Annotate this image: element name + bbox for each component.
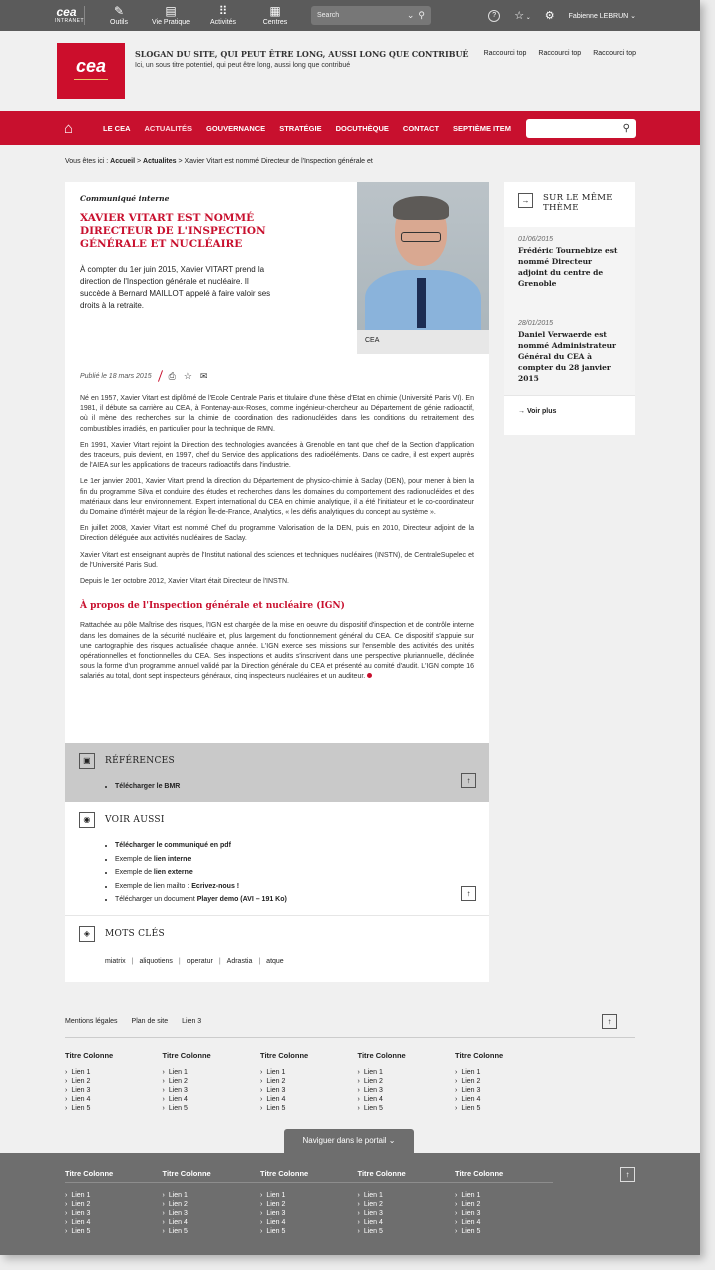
see-also-link[interactable]: lien externe [153, 869, 193, 877]
top-nav-vie-pratique[interactable] [145, 4, 197, 27]
book-icon: ▤ [165, 4, 177, 18]
top-right [488, 9, 636, 22]
mail-icon[interactable]: ✉ [199, 370, 208, 381]
footer-columns [65, 1051, 555, 1113]
footer-column [65, 1051, 163, 1113]
footer-column-title: Titre Colonne [260, 1051, 309, 1060]
footer-column-link[interactable]: › Lien 5 [358, 1227, 456, 1236]
nav-search-input[interactable] [526, 119, 636, 138]
nav-item[interactable]: CONTACT [402, 123, 440, 133]
article-chapo: À compter du 1er juin 2015, Xavier VITART prend la direction de l'Inspection générale et nucléaire. Il succède à Bernard MAILLOT appelé à faire valoir ses droits à la retraite. [80, 265, 271, 310]
news-title[interactable]: Frédéric Tournebize est nommé Directeur adjoint du centre de Grenoble [518, 246, 618, 288]
footer-link[interactable]: Lien 3 [182, 1018, 202, 1025]
footer-column-link[interactable]: › Lien 1 [260, 1191, 358, 1200]
footer-column-link[interactable]: › Lien 1 [260, 1068, 358, 1077]
footer-column-title: Titre Colonne [65, 1051, 114, 1060]
footer-column-link[interactable]: › Lien 3 [358, 1209, 456, 1218]
footer-column-link[interactable]: › Lien 5 [455, 1104, 553, 1113]
footer-column-link[interactable]: › Lien 1 [163, 1068, 261, 1077]
reference-link[interactable]: Télécharger le BMR [115, 783, 181, 790]
ign-paragraph: Rattachée au pôle Maîtrise des risques, l'IGN est chargée de la mise en oeuvre du dispositif d'inspection et de contrôle interne dans les domaines de la sécurité nucléaire et, plus largement du fonctionnement général du CEA. Ce dispositif s'appuie sur une cartographie des risques actualisée chaque année. L'IGN exerce ses missions sur l'ensemble des activités des unités opérationnelles et fonctionnelles du CEA. Ses inspections et audits s'inscrivent dans une perspective pluriannuelle, déclinée sous la forme d'un programme annuel validé par la Direction générale du CEA et présenté au comité d'audit. L'IGN compte 16 salariés au total, dont sept inspecteurs généraux, cinq inspecteurs nucléaires et un auditeur. [80, 622, 474, 681]
top-nav-centres[interactable] [249, 4, 301, 27]
footer-column-link[interactable]: › Lien 4 [65, 1095, 163, 1104]
see-also-link[interactable]: Player demo (AVI – 191 Ko) [196, 896, 287, 904]
nav-item[interactable]: GOUVERNANCE [206, 123, 266, 133]
see-also-list [115, 839, 287, 907]
footer-column-link[interactable]: › Lien 2 [65, 1200, 163, 1209]
footer-column-link[interactable]: › Lien 5 [163, 1227, 261, 1236]
see-also-item: • Exemple de lien mailto : Ecrivez-nous ! [115, 880, 287, 894]
footer-column-link[interactable]: › Lien 3 [65, 1209, 163, 1218]
see-also-link[interactable]: Ecrivez-nous ! [191, 882, 240, 890]
top-search-input[interactable]: Search [317, 12, 340, 19]
gear-icon[interactable]: ⚙ [544, 10, 555, 22]
eye-icon: ◉ [79, 812, 95, 828]
favorites-star-icon[interactable]: ☆ ⌄ [514, 10, 531, 22]
footer-column-link[interactable]: › Lien 3 [455, 1086, 553, 1095]
footer-column-link[interactable]: › Lien 2 [65, 1077, 163, 1086]
footer-column-link[interactable]: › Lien 5 [455, 1227, 553, 1236]
footer-column-link[interactable]: › Lien 2 [358, 1200, 456, 1209]
see-also-link[interactable]: Télécharger le communiqué en pdf [115, 842, 231, 849]
article-paragraph: Né en 1957, Xavier Vitart est diplômé de l'Ecole Centrale Paris et titulaire d'une thèse d'Etat en chimie (Université Paris VI). En 1981, il débute sa carrière au CEA, à Fontenay-aux-Roses, comme ingénieur-chercheur au Département de génie radioactif, où il mène des recherches sur la chimie de coordination des radionucléides dans les conditions du retraitement des combustibles irradiés, en particulier pour la technique de RMN. [80, 395, 474, 433]
shortcut-link[interactable]: Raccourci top [483, 50, 527, 57]
tools-icon: ✎ [113, 4, 125, 18]
chevron-down-icon[interactable]: ⌄ [406, 10, 415, 20]
footer-column-link[interactable]: › Lien 4 [163, 1095, 261, 1104]
footer-column [163, 1051, 261, 1113]
article-photo [357, 182, 489, 354]
nav-item[interactable]: DOCUTHÈQUE [335, 123, 389, 133]
article [65, 182, 489, 982]
footer-column-link[interactable]: › Lien 2 [260, 1077, 358, 1086]
footer-column-link[interactable]: › Lien 5 [260, 1104, 358, 1113]
footer-column-link[interactable]: › Lien 4 [358, 1218, 456, 1227]
references-list [115, 780, 180, 794]
nav-item[interactable]: LE CEA [103, 123, 131, 133]
footer-column-link[interactable]: › Lien 2 [163, 1077, 261, 1086]
footer-column [260, 1051, 358, 1113]
footer-column-link[interactable]: › Lien 4 [163, 1218, 261, 1227]
nav-item[interactable]: ACTUALITÉS [144, 123, 193, 133]
footer-column-link[interactable]: › Lien 5 [358, 1104, 456, 1113]
footer-column-link[interactable]: › Lien 1 [358, 1068, 456, 1077]
footer-column [455, 1051, 553, 1113]
breadcrumb-home[interactable]: Accueil [110, 158, 136, 165]
grid-icon: ⠿ [218, 4, 228, 18]
top-nav-outils[interactable] [93, 4, 145, 27]
footer-column [65, 1169, 163, 1236]
footer-column-link[interactable]: › Lien 1 [163, 1191, 261, 1200]
top-bar [0, 0, 700, 31]
see-also-item: • Exemple de lien externe [115, 866, 287, 880]
back-to-top-button[interactable]: ↑ [461, 886, 476, 901]
main-nav [0, 111, 700, 145]
article-paragraph: Xavier Vitart est enseignant auprès de l'Institut national des sciences et techniques nucléaires (INSTN), de CentraleSupelec et de l'Université Paris Sud. [80, 551, 474, 569]
footer-column-link[interactable]: › Lien 1 [65, 1068, 163, 1077]
article-title: XAVIER VITART EST NOMMÉ DIRECTEUR DE L'INSPECTION GÉNÉRALE ET NUCLÉAIRE [80, 212, 266, 250]
end-dot [367, 673, 372, 678]
news-date: 28/01/2015 [518, 320, 554, 327]
footer-column-title: Titre Colonne [455, 1051, 504, 1060]
intranet-logo[interactable]: cea INTRANET [55, 5, 84, 24]
footer-column-link[interactable]: › Lien 2 [163, 1200, 261, 1209]
arrow-right-box-icon: → [518, 193, 533, 208]
footer-column [358, 1169, 456, 1236]
keywords-block: ◈ MOTS CLÉS miatrix | aliquotiens | operatur | Adrastia | atque [65, 915, 489, 982]
footer-column [358, 1051, 456, 1113]
related-news-item[interactable] [504, 227, 635, 311]
article-body [80, 394, 474, 689]
footer-column-link[interactable]: › Lien 3 [260, 1209, 358, 1218]
footer-column-title: Titre Colonne [455, 1169, 553, 1183]
top-shortcuts [484, 50, 636, 57]
footer-column-link[interactable]: › Lien 3 [65, 1086, 163, 1095]
footer-column-title: Titre Colonne [162, 1051, 211, 1060]
related-sidebar [504, 182, 635, 435]
ign-subheading: À propos de l'Inspection générale et nucléaire (IGN) [80, 601, 345, 612]
search-icon[interactable]: ⚲ [622, 122, 630, 134]
footer-column-title: Titre Colonne [358, 1169, 456, 1183]
footer-column-link[interactable]: › Lien 5 [65, 1104, 163, 1113]
footer-column-link[interactable]: › Lien 5 [65, 1227, 163, 1236]
keyword-tag[interactable]: aliquotiens [139, 958, 173, 965]
footer-column-link[interactable]: › Lien 3 [163, 1209, 261, 1218]
keyword-tag[interactable]: Adrastia [226, 958, 253, 965]
footer-column-link[interactable]: › Lien 4 [65, 1218, 163, 1227]
footer-column-title: Titre Colonne [260, 1169, 358, 1183]
search-icon[interactable]: ⚲ [418, 10, 425, 20]
star-icon[interactable]: ☆ [183, 370, 192, 381]
footer-column-link[interactable]: › Lien 2 [455, 1077, 553, 1086]
article-meta [80, 370, 207, 382]
footer-column-link[interactable]: › Lien 3 [260, 1086, 358, 1095]
footer-column-link[interactable]: › Lien 2 [455, 1200, 553, 1209]
top-nav-label: Activités [209, 19, 237, 26]
article-type: Communiqué interne [80, 194, 170, 203]
footer-column-link[interactable]: › Lien 5 [163, 1104, 261, 1113]
reference-item [115, 780, 180, 794]
breadcrumb-section[interactable]: Actualites [143, 158, 177, 165]
footer-column-title: Titre Colonne [357, 1051, 406, 1060]
footer-column-link[interactable]: › Lien 1 [358, 1191, 456, 1200]
article-paragraph: Le 1er janvier 2001, Xavier Vitart prend la direction du Département de physico-chimie à Saclay (DEN), pour mener à bien la fin du programme Silva et conduire des études et recherches dans les domaines du comportement des radionucléides et des matériaux dans leur environnement. Expert international du CEA en chimie analytique, il a été l'initiateur et le co-coordinateur du Domaine d'intérêt majeur de la région Île-de-France, Analytics, « les défis analytiques du concept au système ». [80, 478, 474, 517]
references-block: ▣ RÉFÉRENCES • Télécharger le BMR ↑ [65, 743, 489, 802]
clipboard-icon: ▣ [79, 753, 95, 769]
footer-link[interactable]: Mentions légales [65, 1018, 118, 1025]
site-slogan: SLOGAN DU SITE, QUI PEUT ÊTRE LONG, AUSSI LONG QUE CONTRIBUÉ Ici, un sous titre potentiel, qui peut être long, aussi long que contribué [135, 49, 469, 69]
back-to-top-button[interactable]: ↑ [620, 1167, 635, 1182]
footer-link[interactable]: Plan de site [131, 1018, 169, 1025]
home-icon[interactable]: ⌂ [64, 119, 74, 137]
top-nav-label: Centres [262, 19, 288, 26]
see-also-link[interactable]: lien interne [153, 855, 192, 863]
portal-nav-button[interactable]: Naviguer dans le portail ⌄ [284, 1129, 414, 1153]
footer-column-link[interactable]: › Lien 4 [455, 1095, 553, 1104]
footer-column-link[interactable]: › Lien 2 [358, 1077, 456, 1086]
footer-column-title: Titre Colonne [163, 1169, 261, 1183]
footer-column-link[interactable]: › Lien 3 [358, 1086, 456, 1095]
sidebar-title: SUR LE MÊME THÈME [543, 193, 613, 213]
footer-column-link[interactable]: › Lien 4 [358, 1095, 456, 1104]
footer-column-link[interactable]: › Lien 5 [260, 1227, 358, 1236]
see-also-block: ◉ VOIR AUSSI • Télécharger le communiqué en pdf • Exemple de lien interne • Exemple de lien externe • Exemple de lien mailto : Ecrivez-nous ! • Télécharger un document Player demo (AVI – 191 Ko) ↑ [65, 802, 489, 915]
news-title[interactable]: Daniel Verwaerde est nommé Administrateur Général du CEA à compter du 28 janvier 2015 [518, 330, 616, 383]
article-paragraph: En juillet 2008, Xavier Vitart est nommé Chef du programme Valorisation de la DEN, puis en 2010, Directeur adjoint de la Direction déléguée aux activités nucléaires de Saclay. [80, 525, 474, 543]
keyword-tag[interactable]: miatrix [105, 958, 126, 965]
top-nav-label: Outils [110, 19, 128, 26]
back-to-top-button[interactable]: ↑ [602, 1014, 617, 1029]
photo-caption: CEA [357, 330, 489, 354]
shortcut-link[interactable]: Raccourci top [593, 50, 636, 57]
keyword-tags: miatrix | aliquotiens | operatur | Adrastia | atque [105, 958, 290, 965]
top-search[interactable] [311, 6, 431, 25]
top-nav-activités[interactable] [197, 4, 249, 27]
related-news-item[interactable] [504, 311, 635, 395]
back-to-top-button[interactable]: ↑ [461, 773, 476, 788]
help-icon[interactable]: ? [488, 10, 500, 22]
footer-column-link[interactable]: › Lien 1 [455, 1068, 553, 1077]
see-also-item [115, 839, 287, 853]
footer-column-link[interactable]: › Lien 4 [260, 1218, 358, 1227]
article-intro [65, 182, 489, 354]
footer-column-link[interactable]: › Lien 3 [455, 1209, 553, 1218]
portal-columns [65, 1169, 555, 1236]
publish-date: Publié le 18 mars 2015 [80, 372, 152, 380]
top-nav-label: Vie Pratique [151, 19, 190, 26]
footer-column-link[interactable]: › Lien 4 [260, 1095, 358, 1104]
footer-column-link[interactable]: › Lien 4 [455, 1218, 553, 1227]
footer-column-link[interactable]: › Lien 1 [455, 1191, 553, 1200]
print-icon[interactable]: ⎙ [168, 370, 176, 381]
news-date: 01/06/2015 [518, 236, 554, 243]
footer-column [455, 1169, 553, 1236]
nav-item[interactable]: STRATÉGIE [279, 123, 322, 133]
shortcut-link[interactable]: Raccourci top [538, 50, 582, 57]
article-paragraph: En 1991, Xavier Vitart rejoint la Direction des technologies avancées à Grenoble en tant que chef de la Section d'application des traceurs, puis devient, en 1997, chef du Service des applications des radioéléments. Dans ce cadre, il est expert auprès de l'AIEA sur les applications de traceurs radioactifs dans l'industrie. [80, 441, 474, 470]
breadcrumb-current: Xavier Vitart est nommé Directeur de l'Inspection générale et [184, 158, 373, 165]
portal-footer [0, 1153, 700, 1255]
footer-column-title: Titre Colonne [65, 1169, 163, 1183]
tag-icon: ◈ [79, 926, 95, 942]
footer-column [260, 1169, 358, 1236]
footer-links [65, 1010, 635, 1038]
building-icon: ▦ [269, 4, 281, 18]
user-menu[interactable]: Fabienne LEBRUN ⌄ [568, 12, 636, 20]
see-more-link[interactable]: → Voir plus [504, 395, 635, 427]
keyword-tag[interactable]: operatur [186, 958, 213, 965]
footer-column [163, 1169, 261, 1236]
nav-item[interactable]: SEPTIÈME ITEM [453, 123, 511, 133]
article-paragraph: Depuis le 1er octobre 2012, Xavier Vitart était Directeur de l'INSTN. [80, 578, 289, 586]
keyword-tag[interactable]: atque [266, 958, 284, 965]
see-also-item: • Télécharger un document Player demo (AVI – 191 Ko) [115, 893, 287, 907]
footer-column-link[interactable]: › Lien 2 [260, 1200, 358, 1209]
footer-column-link[interactable]: › Lien 3 [163, 1086, 261, 1095]
see-also-item: • Exemple de lien interne [115, 853, 287, 867]
top-nav [93, 4, 301, 27]
footer-column-link[interactable]: › Lien 1 [65, 1191, 163, 1200]
cea-logo[interactable]: cea [57, 43, 125, 99]
breadcrumb: Vous êtes ici : Accueil > Actualites > Xavier Vitart est nommé Directeur de l'Inspection générale et [65, 158, 373, 165]
site-header [0, 31, 700, 111]
